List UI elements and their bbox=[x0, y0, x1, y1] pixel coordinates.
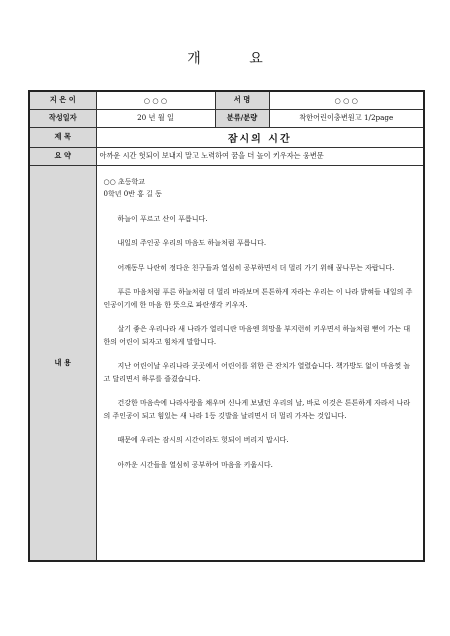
paragraph-2: 내일의 주인공 우리의 마음도 하늘처럼 푸릅니다. bbox=[117, 239, 267, 247]
school-line: ○○ 초등학교 bbox=[103, 177, 145, 186]
content-label: 내 용 bbox=[29, 165, 96, 561]
content-body bbox=[96, 165, 424, 561]
paragraph-7: 건강한 마음속에 나라사랑을 채우며 신나게 보냈던 우리의 날, 바로 이것은 튼튼하게 자라서 나라의 주인공이 되고 힘있는 새 나라 1등 깃발을 날리면서 더 멀리 가자는 것입니다. bbox=[103, 399, 411, 420]
pen-label: 서 명 bbox=[215, 91, 269, 109]
paragraph-5: 살기 좋은 우리나라 새 나라가 열리니란 마음엔 희망을 부지런히 키우면서 하늘처럼 뻗어 가는 대한의 어린이 되자고 힘차게 말합니다. bbox=[103, 325, 411, 346]
paragraph-3: 어깨동무 나란히 정다운 친구들과 열심히 공부하면서 더 멀리 가기 위해 꿈나무는 자랍니다. bbox=[117, 263, 395, 272]
paragraph-9: 아까운 시간들을 열심히 공부하여 마음을 키웁시다. bbox=[117, 460, 273, 469]
document-title: 개 요 bbox=[187, 51, 285, 67]
paragraph-1: 하늘이 푸르고 산이 푸릅니다. bbox=[117, 214, 208, 223]
category-value: 착한어린이충변원고 1/2page bbox=[269, 109, 424, 127]
summary-label: 요 약 bbox=[29, 147, 96, 165]
pen-value: ○ ○ ○ bbox=[269, 91, 424, 109]
category-label: 분류/분량 bbox=[215, 109, 269, 127]
author-value: ○ ○ ○ bbox=[96, 91, 215, 109]
author-label: 지 은 이 bbox=[29, 91, 96, 109]
title-label: 제 목 bbox=[29, 127, 96, 147]
summary-value: 아까운 시간 헛되이 보내지 말고 노력하여 꿈을 더 높이 키우자는 웅변문 bbox=[96, 147, 424, 165]
overview-table bbox=[28, 90, 425, 562]
student-line: 0학년 0반 홍 길 동 bbox=[103, 190, 162, 198]
paragraph-4: 푸른 마음처럼 푸른 하늘처럼 더 멀리 바라보며 튼튼하게 자라는 우리는 이 나라 밝혀들 내일의 주인공이기에 한 마음 한 뜻으로 파란생각 키우자. bbox=[103, 288, 413, 309]
date-value: 20 년 월 일 bbox=[96, 109, 215, 127]
paragraph-8: 때문에 우리는 잠시의 시간이라도 헛되이 버리지 맙시다. bbox=[117, 436, 289, 444]
date-label: 작성일자 bbox=[29, 109, 96, 127]
paragraph-6: 지난 어린이날 우리나라 곳곳에서 어린이를 위한 큰 잔치가 열렸습니다. 책가방도 없이 마음껏 놀고 달리면서 하루를 즐겼습니다. bbox=[103, 362, 411, 383]
title-value: 잠시의 시간 bbox=[96, 127, 424, 147]
